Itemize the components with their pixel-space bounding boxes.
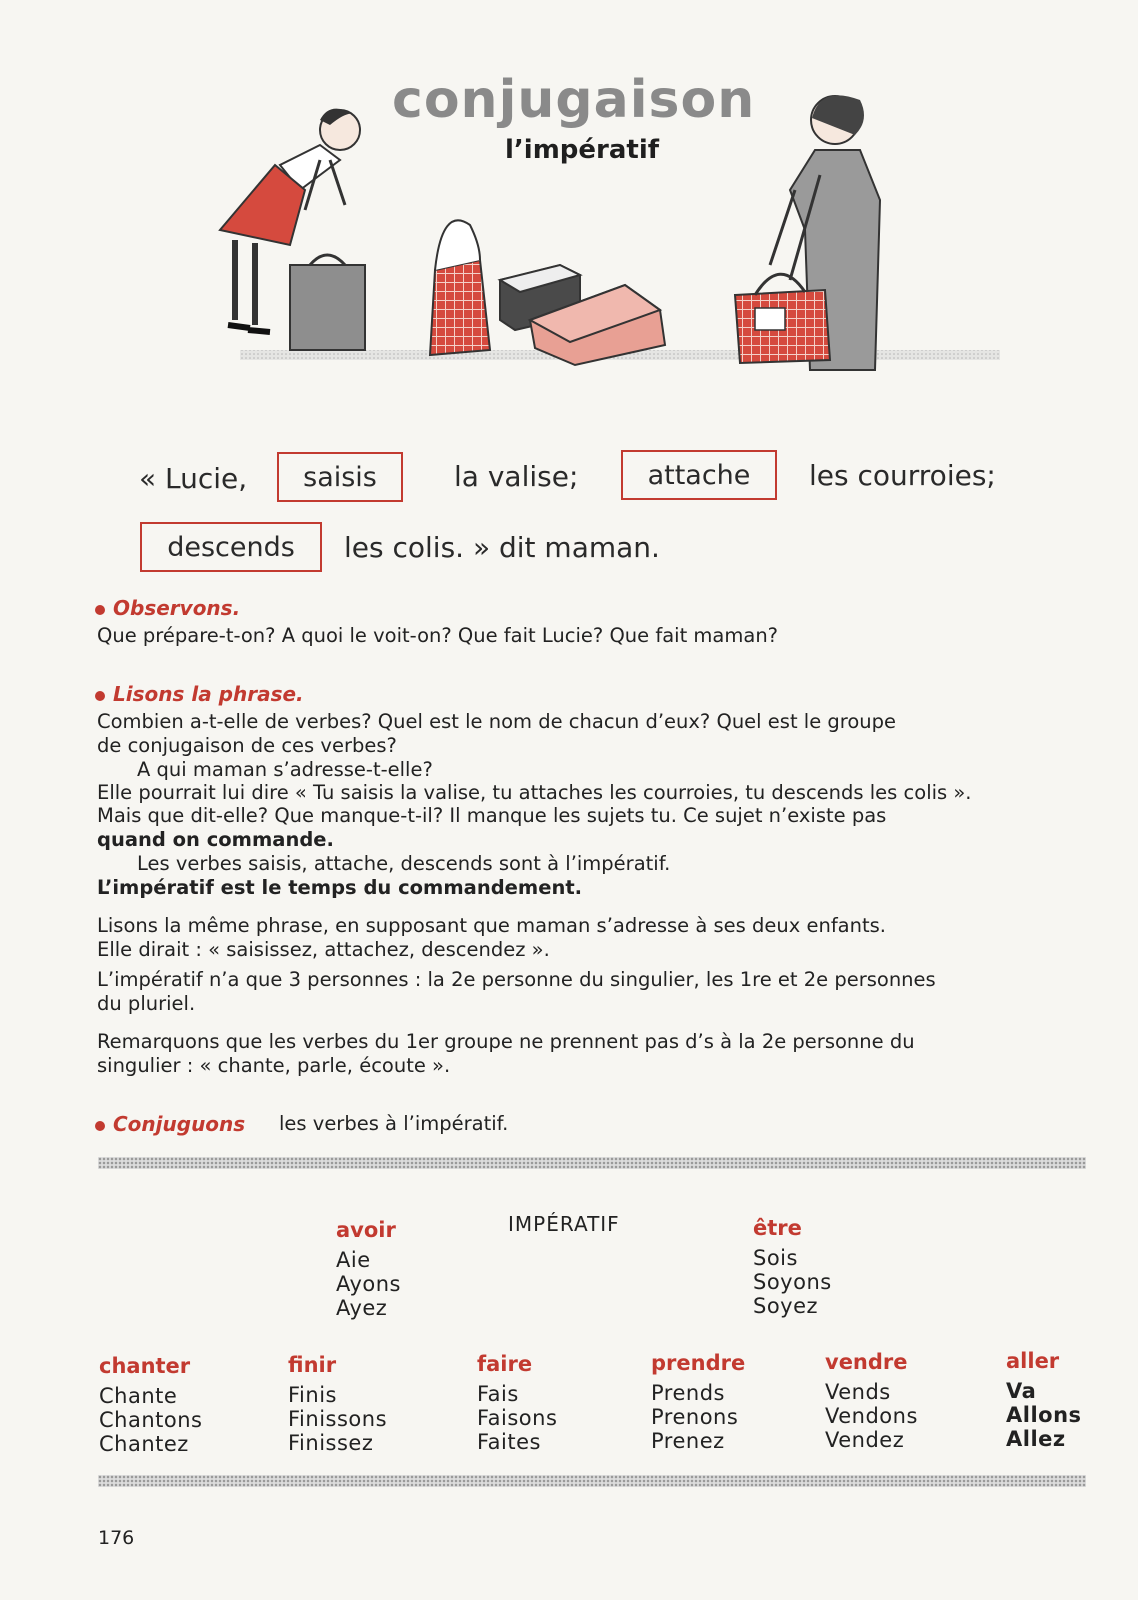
verb-form: Finissons — [288, 1407, 388, 1431]
verb-box-descends: descends — [140, 522, 322, 572]
conj-vendre — [825, 1350, 918, 1452]
conjuguons-text: les verbes à l’impératif. — [279, 1112, 509, 1135]
sentence-part-1: « Lucie, — [139, 462, 248, 495]
verb-form: Ayons — [336, 1272, 401, 1296]
separator-bottom — [98, 1475, 1086, 1487]
conj-faire — [477, 1352, 557, 1454]
verb-name: chanter — [99, 1354, 191, 1378]
sentence-part-4: les colis. » dit maman. — [344, 531, 660, 564]
verb-form: Chantons — [99, 1408, 203, 1432]
verb-form: Soyons — [753, 1270, 832, 1294]
conj-prendre — [651, 1351, 745, 1453]
verb-form: Allons — [1006, 1403, 1082, 1427]
verb-form: Faisons — [477, 1406, 558, 1430]
verb-form: Finissez — [288, 1431, 374, 1455]
lisons-line-13: Remarquons que les verbes du 1er groupe ne prennent pas d’s à la 2e personne du — [97, 1030, 915, 1053]
lisons-line-3: A qui maman s’adresse-t-elle? — [137, 758, 433, 781]
verb-form: Sois — [753, 1246, 798, 1270]
sentence-part-3: les courroies; — [809, 459, 996, 492]
red-checked-bag — [430, 220, 490, 355]
verb-box-attache: attache — [621, 450, 777, 500]
lisons-rule: L’impératif est le temps du commandement. — [97, 876, 583, 899]
imperatif-label: IMPÉRATIF — [508, 1212, 620, 1236]
page-number: 176 — [98, 1527, 135, 1549]
verb-name: être — [753, 1216, 802, 1240]
conj-etre — [753, 1216, 832, 1318]
lisons-line-2: de conjugaison de ces verbes? — [97, 734, 397, 757]
lisons-line-1: Combien a-t-elle de verbes? Quel est le nom de chacun d’eux? Quel est le groupe — [97, 710, 897, 733]
verb-form: Prenez — [651, 1429, 725, 1453]
heading-conjuguons: Conjuguons — [95, 1112, 245, 1136]
page-title: conjugaison — [392, 70, 756, 130]
gray-suitcase — [290, 255, 365, 350]
lisons-line-10: Elle dirait : « saisissez, attachez, descendez ». — [97, 938, 550, 961]
lisons-line-6: quand on commande. — [97, 828, 334, 851]
verb-form: Prends — [651, 1381, 725, 1405]
verb-form: Soyez — [753, 1294, 819, 1318]
sentence-part-2: la valise; — [454, 460, 579, 493]
verb-name: faire — [477, 1352, 533, 1376]
verb-form: Chante — [99, 1384, 178, 1408]
verb-form: Vendons — [825, 1404, 918, 1428]
lisons-line-4: Elle pourrait lui dire « Tu saisis la valise, tu attaches les courroies, tu descends les colis ». — [97, 781, 972, 804]
conj-finir — [288, 1353, 387, 1455]
verb-name: avoir — [336, 1218, 396, 1242]
verb-box-saisis: saisis — [277, 452, 403, 502]
verb-form: Aie — [336, 1248, 371, 1272]
verb-form: Faites — [477, 1430, 541, 1454]
lisons-line-5: Mais que dit-elle? Que manque-t-il? Il manque les sujets tu. Ce sujet n’existe pas — [97, 804, 887, 827]
conj-aller — [1006, 1349, 1082, 1451]
bullet-icon — [95, 1121, 105, 1131]
verb-form: Fais — [477, 1382, 519, 1406]
verb-name: prendre — [651, 1351, 746, 1375]
verb-form: Va — [1006, 1379, 1037, 1403]
heading-observons: Observons. — [95, 596, 240, 620]
conj-chanter — [99, 1354, 202, 1456]
separator-top — [98, 1157, 1086, 1169]
verb-form: Vends — [825, 1380, 891, 1404]
verb-form: Chantez — [99, 1432, 189, 1456]
verb-form: Ayez — [336, 1296, 388, 1320]
lisons-line-14: singulier : « chante, parle, écoute ». — [97, 1054, 451, 1077]
verb-form: Vendez — [825, 1428, 905, 1452]
verb-name: vendre — [825, 1350, 908, 1374]
bullet-icon — [95, 691, 105, 701]
observons-text: Que prépare-t-on? A quoi le voit-on? Que fait Lucie? Que fait maman? — [97, 624, 779, 647]
lisons-line-11: L’impératif n’a que 3 personnes : la 2e personne du singulier, les 1re et 2e personnes — [97, 968, 936, 991]
heading-lisons: Lisons la phrase. — [95, 682, 304, 706]
page-subtitle: l’impératif — [505, 135, 660, 165]
lisons-line-7: Les verbes saisis, attache, descends sont à l’impératif. — [137, 852, 671, 875]
lisons-line-9: Lisons la même phrase, en supposant que maman s’adresse à ses deux enfants. — [97, 914, 886, 937]
verb-name: finir — [288, 1353, 337, 1377]
bullet-icon — [95, 605, 105, 615]
verb-form: Finis — [288, 1383, 337, 1407]
lisons-line-12: du pluriel. — [97, 992, 196, 1015]
verb-form: Allez — [1006, 1427, 1066, 1451]
conj-avoir — [336, 1218, 401, 1320]
illustration-packing-luggage — [180, 80, 1030, 380]
verb-name: aller — [1006, 1349, 1060, 1373]
verb-form: Prenons — [651, 1405, 739, 1429]
